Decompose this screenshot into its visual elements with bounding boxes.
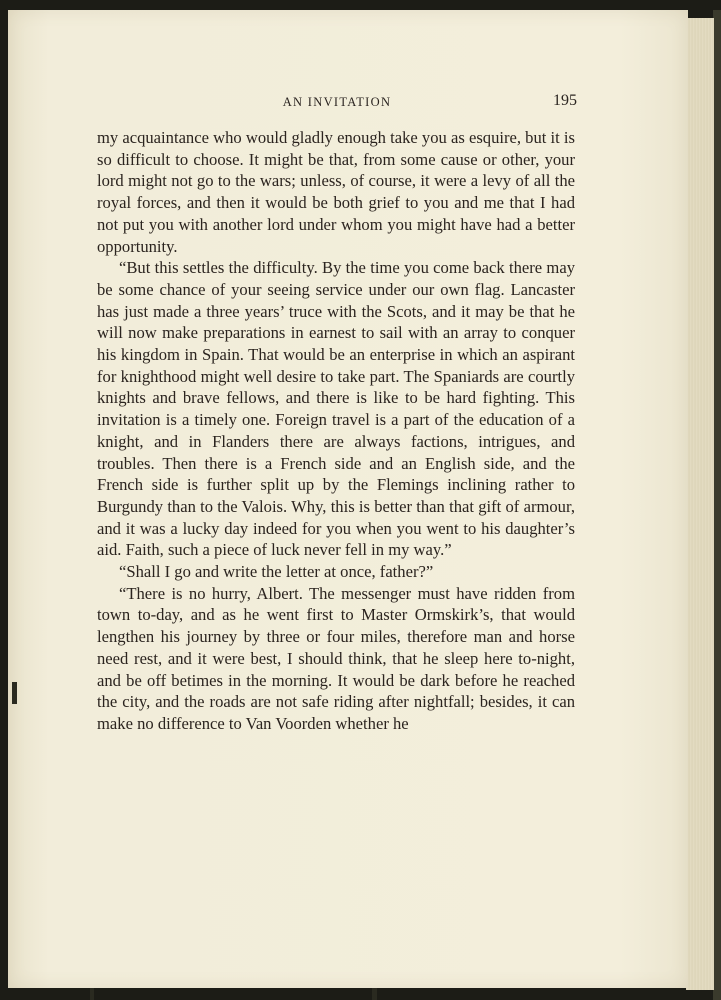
- binding-mark: [12, 682, 17, 704]
- paragraph: “But this settles the difficulty. By the time you come back there may be some chance of your seeing service under our own flag. Lancaster has just made a three years’ truce with the Scots, and it may be that he will now make preparations in earnest to sail with an array to conquer his kingdom in Spain. That would be an enterprise in which an aspirant for knighthood might well desire to take part. The Spaniards are courtly knights and brave fellows, and there is like to be hard fighting. This invitation is a timely one. Foreign travel is a part of the education of a knight, and in Flanders there are always factions, intrigues, and troubles. Then there is a French side and an English side, and the French side is further split up by the Flemings inclining rather to Burgundy than to the Valois. Why, this is better than that gift of armour, and it was a lucky day indeed for you when you went to his daughter’s aid. Faith, such a piece of luck never fell in my way.”: [97, 258, 575, 560]
- page-header: [95, 92, 579, 114]
- paragraph: “Shall I go and write the letter at once, father?”: [119, 562, 434, 582]
- paragraph: “There is no hurry, Albert. The messenger must have ridden from town to-day, and as he went first to Master Ormskirk’s, that would lengthen his journey by three or four miles, therefore man and horse need rest, and it were best, I should think, that he sleep here to-night, and be off betimes in the morning. It would be dark before he reached the city, and the roads are not safe riding after nightfall; besides, it can make no difference to Van Voorden whether he: [97, 583, 575, 733]
- bottom-mark-left: [90, 988, 94, 1000]
- body-text: [97, 127, 575, 735]
- bottom-mark-right: [372, 988, 377, 1000]
- page-edges: [686, 18, 714, 990]
- book-cover-edge: [713, 10, 721, 1000]
- running-head: AN INVITATION: [282, 95, 392, 109]
- paragraph: my acquaintance who would gladly enough take you as esquire, but it is so difficult to choose. It might be that, from some cause or other, your lord might not go to the wars; unless, of course, it were a levy of all the royal forces, and then it would be both grief to you and me that I had not put you with another lord under whom you might have had a better opportunity.: [97, 128, 575, 256]
- page-number: 195: [553, 92, 577, 109]
